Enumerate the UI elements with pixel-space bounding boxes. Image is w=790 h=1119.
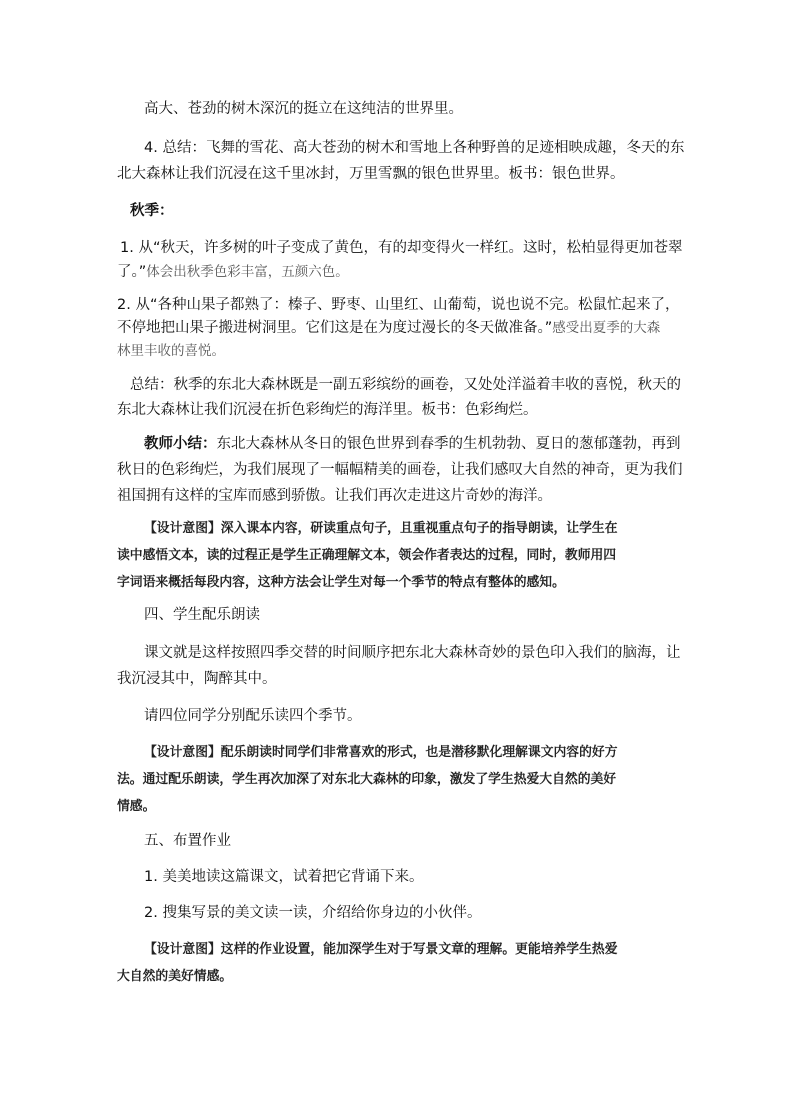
autumn-point-1-line-2 (117, 259, 349, 285)
design-intent-2-line-3: 情感。 (117, 799, 156, 814)
autumn-point-2-text: 不停地把山果子搬进树洞里。它们这是在为度过漫长的冬天做准备。” (117, 320, 553, 336)
design-intent-3-line-1: 【设计意图】这样的作业设置，能加深学生对于写景文章的理解。更能培养学生热爱 (144, 942, 618, 957)
homework-item-1: 1. 美美地读这篇课文，试着把它背诵下来。 (144, 869, 424, 885)
autumn-point-1-hint: 体会出秋季色彩丰富，五颜六色。 (146, 264, 349, 280)
autumn-point-1-line-1: 1. 从“秋天，许多树的叶子变成了黄色，有的却变得火一样红。这时，松柏显得更加苍翠 (120, 240, 683, 256)
teacher-summary-line-3: 祖国拥有这样的宝库而感到骄傲。让我们再次走进这片奇妙的海洋。 (117, 488, 552, 504)
design-intent-1-line-2: 读中感悟文本，读的过程正是学生正确理解文本，领会作者表达的过程，同时，教师用四 (117, 548, 617, 563)
design-intent-1-line-3: 字词语来概括每段内容，这种方法会让学生对每一个季节的特点有整体的感知。 (117, 575, 565, 590)
paragraph-four-students: 请四位同学分别配乐读四个季节。 (144, 708, 362, 724)
autumn-heading: 秋季： (130, 203, 174, 219)
section-four-heading: 四、学生配乐朗读 (144, 607, 260, 623)
autumn-summary-line-1: 总结：秋季的东北大森林既是一副五彩缤纷的画卷，又处处洋溢着丰收的喜悦，秋天的 (130, 377, 681, 393)
autumn-point-1-quote-end: 了。” (117, 264, 147, 280)
autumn-point-2-hint-end: 林里丰收的喜悦。 (117, 343, 225, 359)
teacher-summary-line-1 (144, 431, 681, 457)
teacher-summary-label: 教师小结： (144, 436, 217, 452)
teacher-summary-line-2: 秋日的色彩绚烂，为我们展现了一幅幅精美的画卷，让我们感叹大自然的神奇，更为我们 (117, 462, 683, 478)
paragraph-reading-line-2: 我沉浸其中，陶醉其中。 (117, 671, 277, 687)
autumn-point-2-hint: 感受出夏季的大森 (552, 320, 661, 336)
design-intent-1-line-1: 【设计意图】深入课本内容，研读重点句子，且重视重点句子的指导朗读，让学生在 (144, 521, 618, 536)
design-intent-3-line-2: 大自然的美好情感。 (117, 969, 233, 984)
paragraph-reading-line-1: 课文就是这样按照四季交替的时间顺序把东北大森林奇妙的景色印入我们的脑海，让 (144, 645, 681, 661)
autumn-point-2-line-1: 2. 从“各种山果子都熟了：榛子、野枣、山里红、山葡萄，说也说不完。松鼠忙起来了， (117, 297, 680, 313)
winter-summary-line-2: 北大森林让我们沉浸在这千里冰封，万里雪飘的银色世界里。板书：银色世界。 (117, 166, 625, 182)
design-intent-2-line-2: 法。通过配乐朗读，学生再次加深了对东北大森林的印象，激发了学生热爱大自然的美好 (117, 772, 617, 787)
winter-summary-line-1: 4. 总结：飞舞的雪花、高大苍劲的树木和雪地上各种野兽的足迹相映成趣，冬天的东 (144, 140, 685, 156)
autumn-summary-line-2: 东北大森林让我们沉浸在折色彩绚烂的海洋里。板书：色彩绚烂。 (117, 402, 538, 418)
design-intent-2-line-1: 【设计意图】配乐朗读时同学们非常喜欢的形式，也是潜移默化理解课文内容的好方 (144, 745, 618, 760)
section-five-heading: 五、布置作业 (144, 833, 231, 849)
homework-item-2: 2. 搜集写景的美文读一读，介绍给你身边的小伙伴。 (144, 905, 482, 921)
teacher-summary-text-1: 东北大森林从冬日的银色世界到春季的生机勃勃、夏日的葱郁蓬勃，再到 (216, 436, 681, 452)
paragraph-winter-trees: 高大、苍劲的树木深沉的挺立在这纯洁的世界里。 (144, 101, 463, 117)
